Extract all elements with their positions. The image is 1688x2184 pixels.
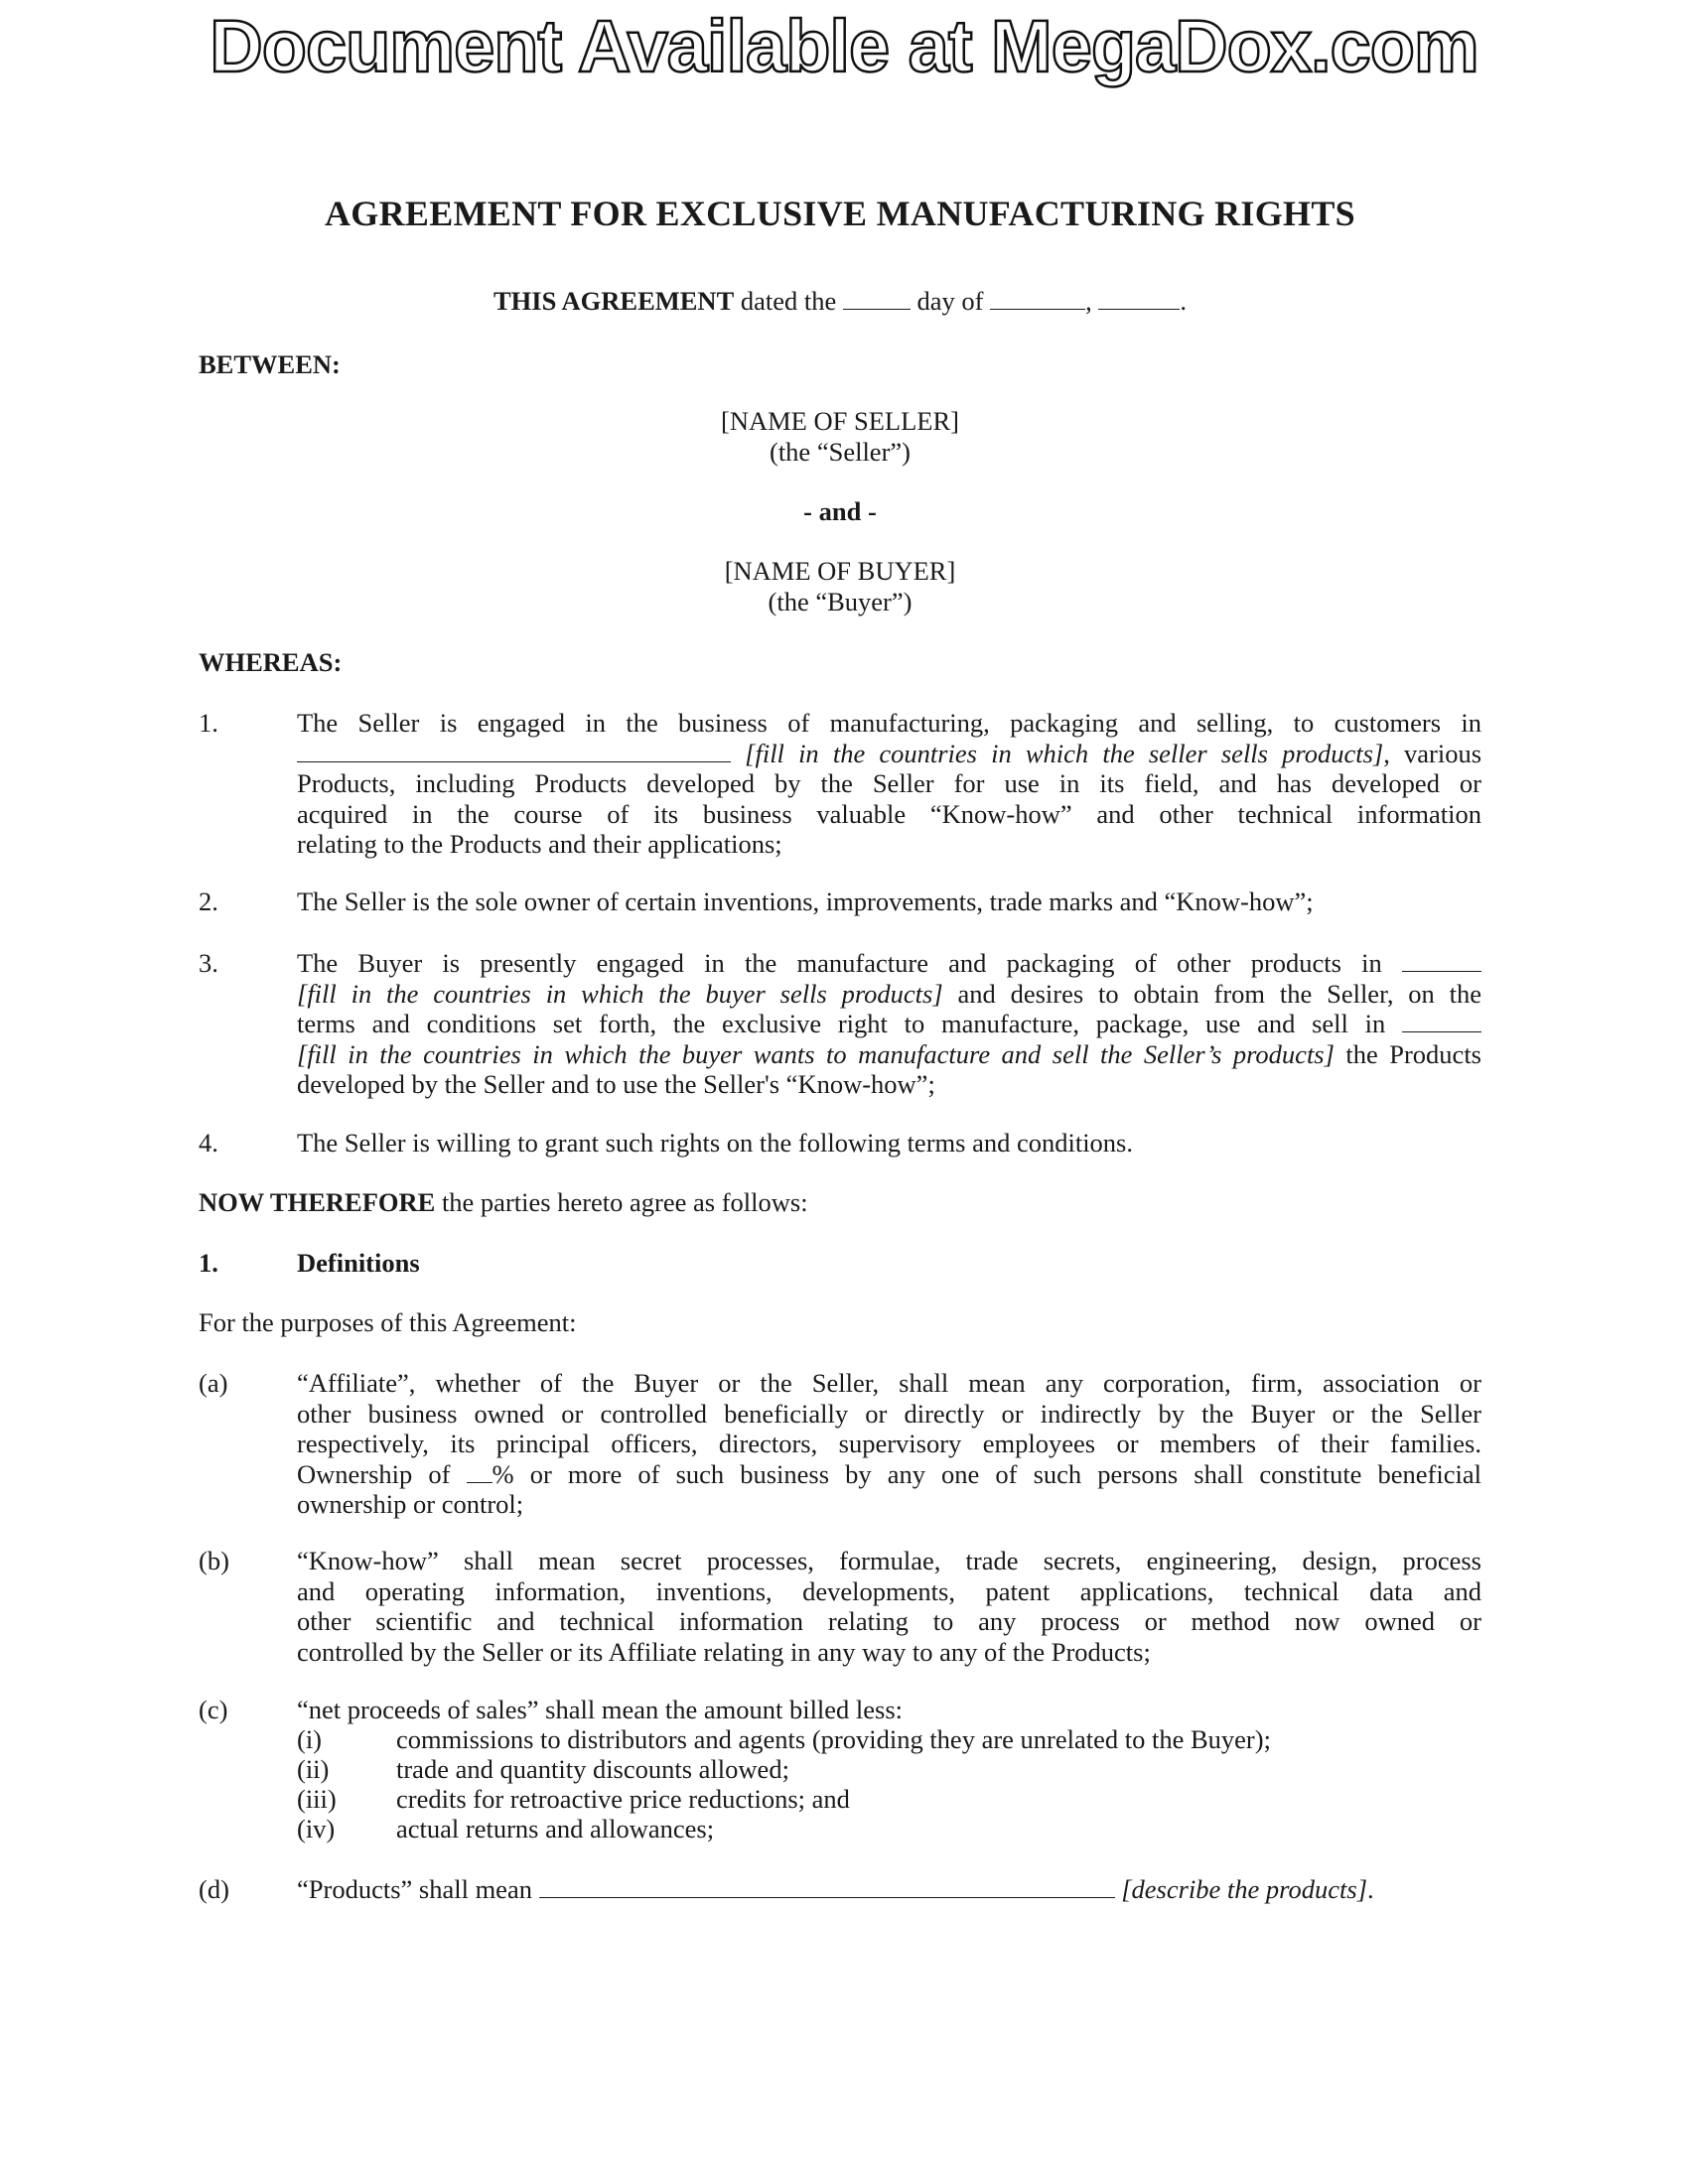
recital-line: The Seller is the sole owner of certain inventions, improvements, trade marks and “Know-how”; [297, 887, 1314, 916]
day-blank [843, 287, 911, 310]
date-period: . [1180, 286, 1187, 316]
recital-fragment: The Buyer is presently engaged in the manufacture and packaging of other products in [297, 948, 1382, 978]
recital-line [297, 948, 1481, 979]
date-comma: , [1085, 286, 1092, 316]
definition-label: (b) [199, 1546, 229, 1575]
fill-instruction: [fill in the countries in which the buyer wants to manufacture and sell the Seller’s products] [297, 1038, 1335, 1069]
recital-text [297, 708, 1481, 860]
watermark-logo: Document Available at MegaDox.com [210, 5, 1478, 87]
definition-line: other scientific and technical information relating to any process or method now owned or [297, 1606, 1481, 1636]
products-blank [539, 1875, 1115, 1898]
seller-name: [NAME OF SELLER] [721, 406, 959, 436]
seller-alias: (the “Seller”) [770, 437, 911, 467]
now-therefore-lead: NOW THEREFORE [199, 1187, 436, 1217]
fill-instruction: [describe the products] [1121, 1874, 1368, 1904]
definition-line: and operating information, inventions, developments, patent applications, technical data and [297, 1575, 1481, 1606]
definition-fragment: Ownership of [297, 1458, 451, 1489]
definition-line: ownership or control; [297, 1489, 524, 1519]
definition-line [297, 1459, 1481, 1490]
definition-text: “net proceeds of sales” shall mean the amount billed less: [297, 1695, 904, 1724]
recital-text [297, 948, 1481, 1100]
definition-fragment: “Products” shall mean [297, 1874, 532, 1904]
sub-item-number: (i) [297, 1724, 323, 1754]
countries-blank [297, 740, 731, 762]
recital-line: acquired in the course of its business valuable “Know-how” and other technical information [297, 798, 1481, 829]
sub-item-number: (ii) [297, 1754, 330, 1784]
date-day-of: day of [916, 286, 984, 316]
recital-line: developed by the Seller and to use the Seller's “Know-how”; [297, 1069, 935, 1099]
definition-line: “Know-how” shall mean secret processes, formulae, trade secrets, engineering, design, process [297, 1546, 1481, 1575]
fill-instruction: [fill in the countries in which the buyer sells products] [297, 978, 943, 1009]
definition-fragment: . [1367, 1874, 1374, 1904]
definition-label: (c) [199, 1695, 228, 1724]
definition-line: “Affiliate”, whether of the Buyer or the Seller, shall mean any corporation, firm, association or [297, 1368, 1481, 1398]
recital-line: The Seller is engaged in the business of manufacturing, packaging and selling, to customers in [297, 708, 1481, 738]
buyer-name: [NAME OF BUYER] [724, 556, 956, 586]
sub-item-text: actual returns and allowances; [396, 1814, 715, 1843]
section-number: 1. [199, 1248, 218, 1278]
definition-line: controlled by the Seller or its Affiliate relating in any way to any of the Products; [297, 1636, 1151, 1667]
and-separator: - and - [803, 496, 877, 526]
document-title: AGREEMENT FOR EXCLUSIVE MANUFACTURING RIGHTS [325, 194, 1355, 233]
sub-item-number: (iii) [297, 1784, 337, 1814]
whereas-label: WHEREAS: [199, 647, 343, 677]
section-title: Definitions [297, 1248, 420, 1278]
agreement-date-line [199, 286, 1481, 317]
sub-item-text: trade and quantity discounts allowed; [396, 1754, 789, 1784]
recital-line: Products, including Products developed by the Seller for use in its field, and has developed or [297, 768, 1481, 798]
recital-line [297, 1039, 1481, 1070]
definition-text [297, 1546, 1481, 1667]
recital-line: The Seller is willing to grant such rights on the following terms and conditions. [297, 1128, 1133, 1158]
sub-item-text: commissions to distributors and agents (providing they are unrelated to the Buyer); [396, 1724, 1271, 1754]
definition-fragment: % or more of such business by any one of such persons shall constitute beneficial [492, 1458, 1481, 1489]
recital-text [297, 1128, 1481, 1159]
recital-number: 3. [199, 948, 218, 978]
definition-text [297, 1368, 1481, 1520]
sub-item-text: credits for retroactive price reductions; and [396, 1784, 850, 1814]
definition-line: respectively, its principal officers, directors, supervisory employees or members of their families. [297, 1429, 1481, 1458]
recital-number: 2. [199, 887, 218, 916]
percent-blank [467, 1460, 492, 1483]
between-label: BETWEEN: [199, 349, 341, 379]
now-therefore [199, 1187, 808, 1218]
recital-fragment: and desires to obtain from the Seller, on the [957, 978, 1481, 1009]
countries-blank [1402, 1010, 1481, 1032]
recital-line: relating to the Products and their applications; [297, 829, 782, 859]
recital-number: 4. [199, 1128, 218, 1158]
recital-line [297, 979, 1481, 1010]
recital-text [297, 887, 1481, 917]
definition-text [297, 1874, 1374, 1905]
buyer-alias: (the “Buyer”) [768, 587, 913, 616]
fill-instruction: [fill in the countries in which the seller sells products] [745, 738, 1384, 768]
recital-number: 1. [199, 708, 218, 738]
definition-label: (a) [199, 1368, 228, 1398]
month-blank [990, 287, 1085, 310]
year-blank [1098, 287, 1180, 310]
sub-item-number: (iv) [297, 1814, 336, 1843]
countries-blank [1402, 949, 1481, 972]
definition-line: other business owned or controlled beneficially or directly or indirectly by the Buyer or the Seller [297, 1398, 1481, 1429]
now-therefore-rest: the parties hereto agree as follows: [441, 1187, 808, 1217]
purposes-line: For the purposes of this Agreement: [199, 1307, 577, 1337]
recital-fragment: , various [1383, 738, 1482, 768]
date-lead: THIS AGREEMENT [493, 286, 735, 316]
definition-label: (d) [199, 1874, 229, 1904]
recital-line [297, 1009, 1481, 1039]
recital-line [297, 739, 1481, 769]
date-dated-the: dated the [740, 286, 837, 316]
recital-fragment: terms and conditions set forth, the exclusive right to manufacture, package, use and sell in [297, 1009, 1386, 1038]
recital-fragment: the Products [1345, 1038, 1481, 1069]
